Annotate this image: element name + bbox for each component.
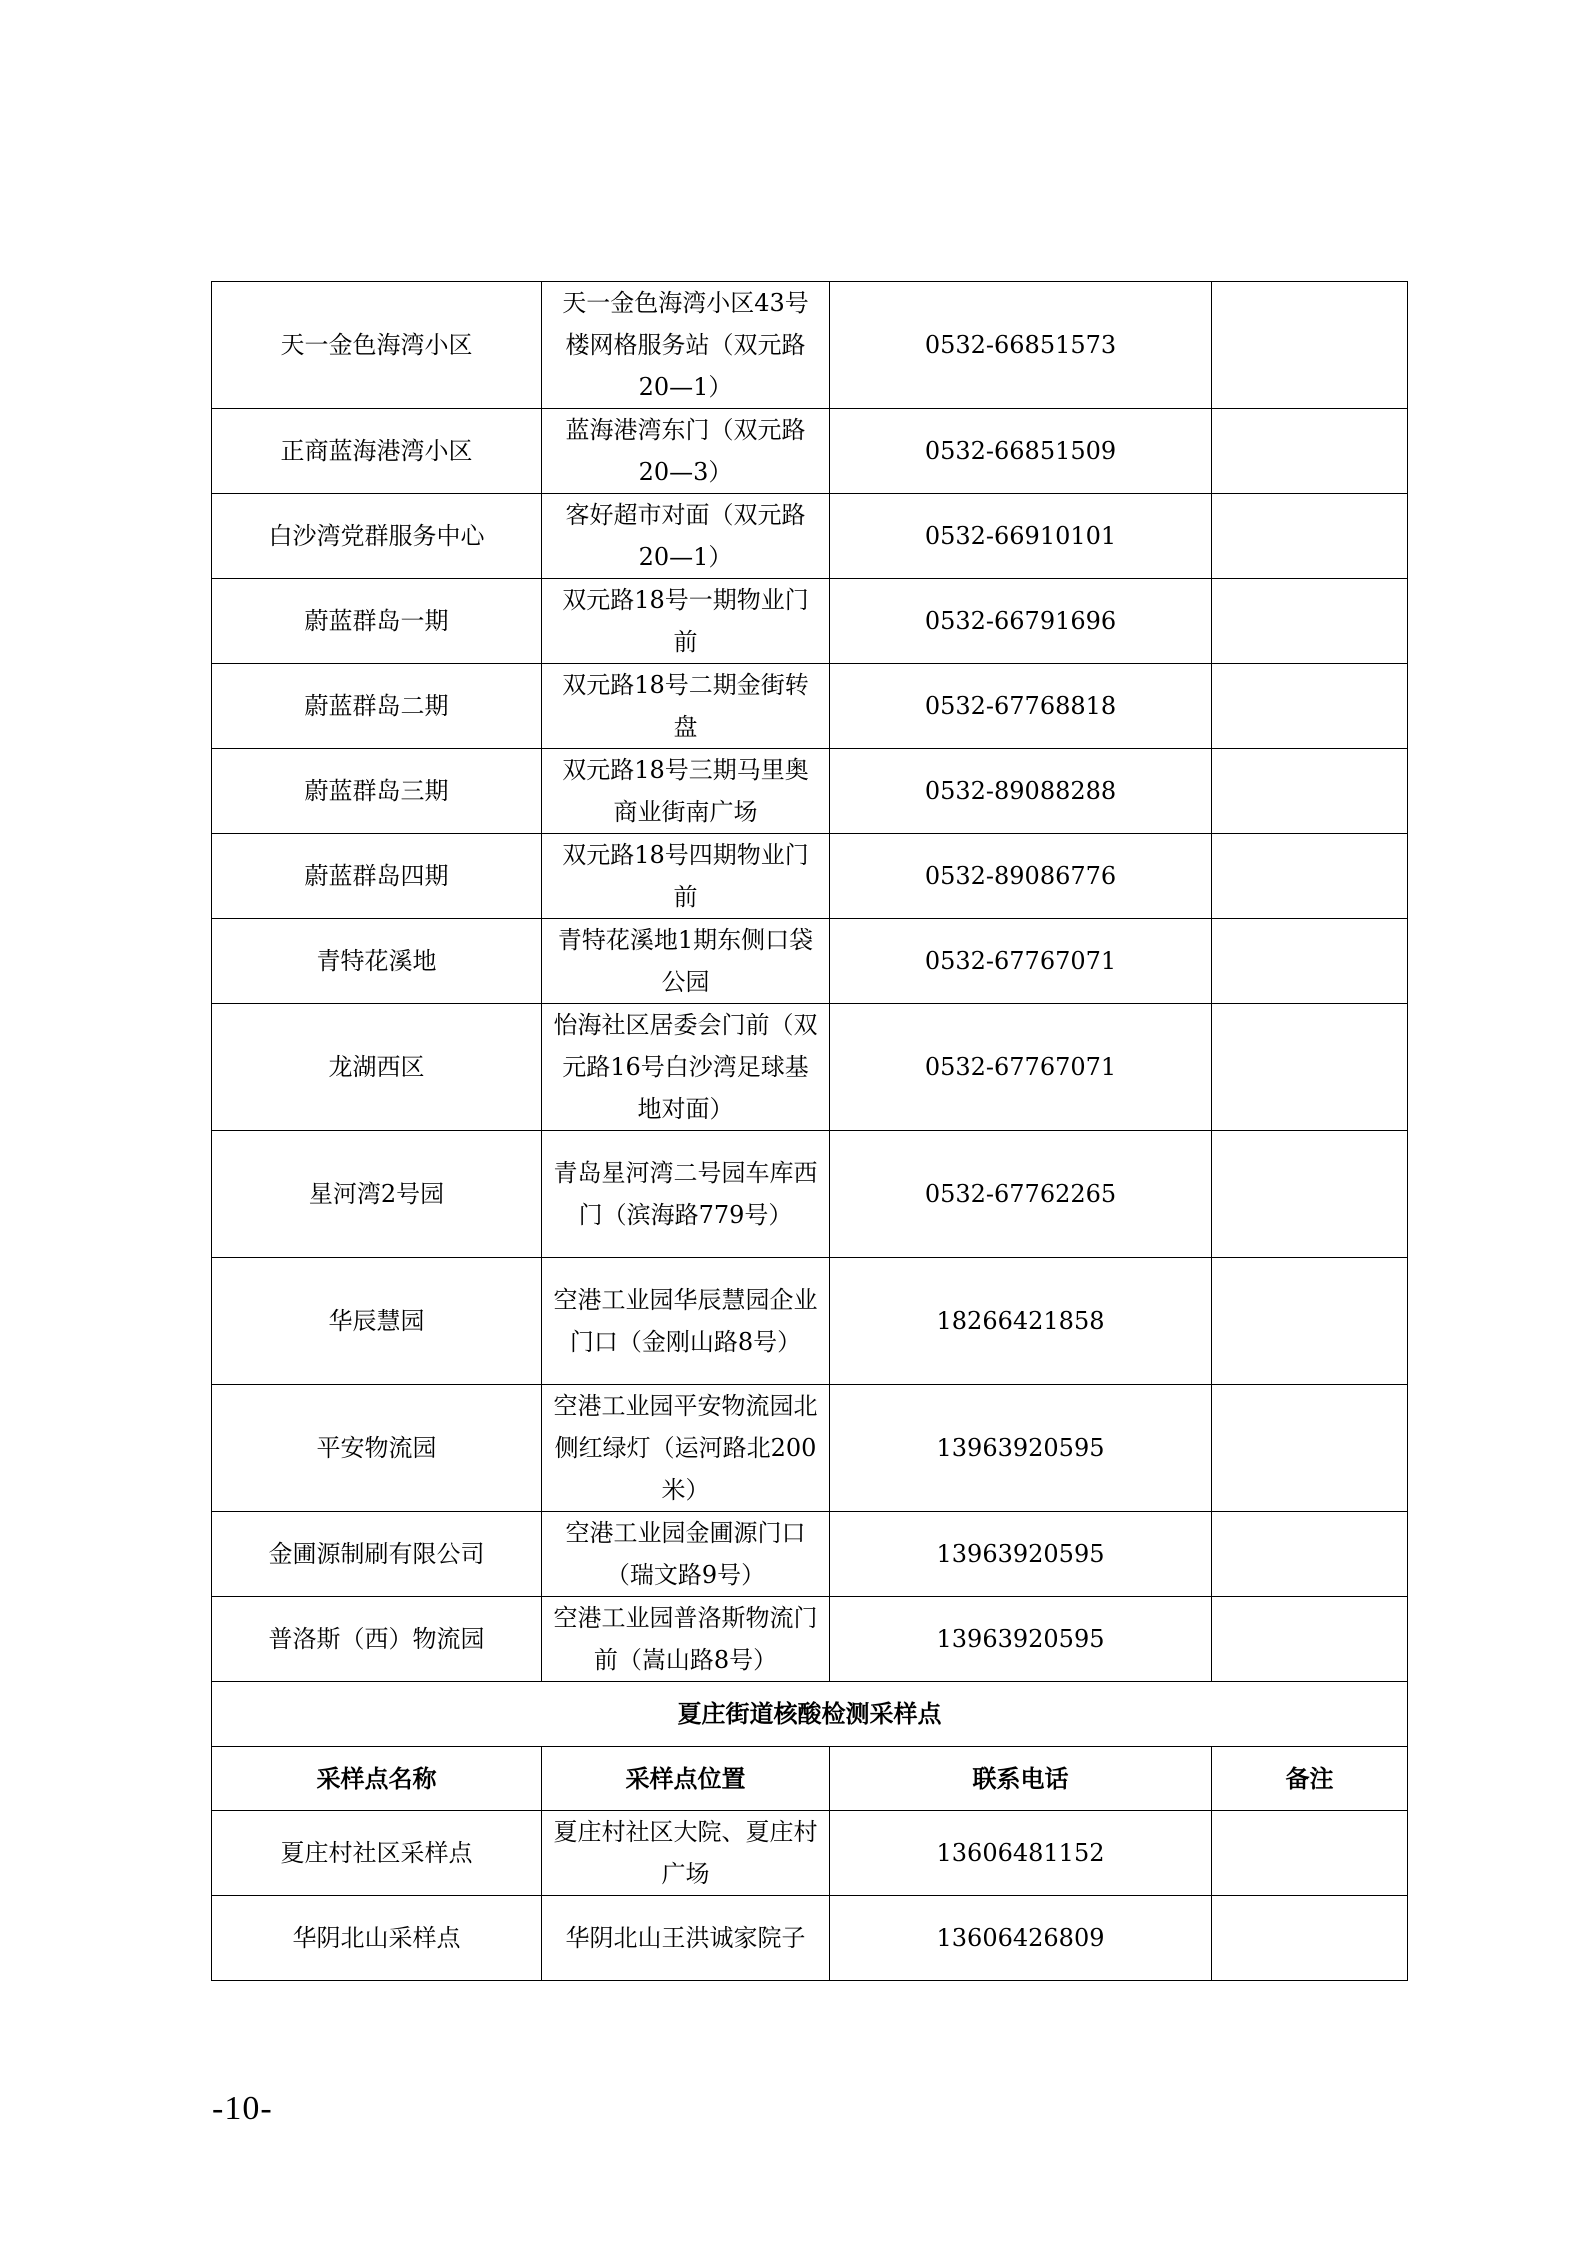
site-name: 蔚蓝群岛三期 [212,749,542,834]
site-location: 空港工业园平安物流园北侧红绿灯（运河路北200米） [542,1385,830,1512]
site-phone: 0532-67767071 [830,1004,1212,1131]
site-location: 夏庄村社区大院、夏庄村广场 [542,1811,830,1896]
site-note [1212,1385,1408,1512]
site-phone: 13963920595 [830,1512,1212,1597]
header-row [212,1747,1408,1811]
site-phone: 0532-66851573 [830,282,1212,409]
table-row [212,1258,1408,1385]
site-phone: 18266421858 [830,1258,1212,1385]
site-location: 青岛星河湾二号园车库西门（滨海路779号） [542,1131,830,1258]
site-name: 正商蓝海港湾小区 [212,409,542,494]
site-note [1212,919,1408,1004]
site-note [1212,749,1408,834]
site-note [1212,834,1408,919]
site-name: 蔚蓝群岛二期 [212,664,542,749]
site-phone: 13963920595 [830,1597,1212,1682]
header-location: 采样点位置 [542,1747,830,1811]
site-phone: 13963920595 [830,1385,1212,1512]
header-name: 采样点名称 [212,1747,542,1811]
table-row [212,749,1408,834]
site-note [1212,579,1408,664]
site-location: 客好超市对面（双元路20—1） [542,494,830,579]
table-row [212,1896,1408,1981]
site-note [1212,1896,1408,1981]
site-location: 天一金色海湾小区43号楼网格服务站（双元路20—1） [542,282,830,409]
table-row [212,664,1408,749]
site-name: 华辰慧园 [212,1258,542,1385]
page-number: -10- [212,2090,273,2127]
site-note [1212,1004,1408,1131]
table-row [212,834,1408,919]
site-name: 金圃源制刷有限公司 [212,1512,542,1597]
site-note [1212,1597,1408,1682]
table-row [212,1004,1408,1131]
site-name: 龙湖西区 [212,1004,542,1131]
table-row [212,1385,1408,1512]
table-row [212,494,1408,579]
section-title-row [212,1682,1408,1747]
site-note [1212,664,1408,749]
site-name: 普洛斯（西）物流园 [212,1597,542,1682]
site-phone: 13606481152 [830,1811,1212,1896]
site-note [1212,1811,1408,1896]
site-location: 华阴北山王洪诚家院子 [542,1896,830,1981]
table-row [212,282,1408,409]
site-name: 蔚蓝群岛一期 [212,579,542,664]
site-name: 星河湾2号园 [212,1131,542,1258]
header-phone: 联系电话 [830,1747,1212,1811]
site-location: 空港工业园金圃源门口（瑞文路9号） [542,1512,830,1597]
site-location: 蓝海港湾东门（双元路20—3） [542,409,830,494]
site-note [1212,494,1408,579]
site-location: 双元路18号四期物业门前 [542,834,830,919]
site-phone: 0532-66910101 [830,494,1212,579]
site-phone: 0532-89086776 [830,834,1212,919]
table-row [212,579,1408,664]
site-name: 天一金色海湾小区 [212,282,542,409]
site-location: 双元路18号二期金街转盘 [542,664,830,749]
site-name: 青特花溪地 [212,919,542,1004]
header-note: 备注 [1212,1747,1408,1811]
section-title: 夏庄街道核酸检测采样点 [212,1682,1408,1747]
site-name: 蔚蓝群岛四期 [212,834,542,919]
site-phone: 0532-67768818 [830,664,1212,749]
site-phone: 0532-89088288 [830,749,1212,834]
site-location: 空港工业园普洛斯物流门前（嵩山路8号） [542,1597,830,1682]
table-row [212,1597,1408,1682]
site-name: 白沙湾党群服务中心 [212,494,542,579]
site-name: 平安物流园 [212,1385,542,1512]
table-row [212,1512,1408,1597]
site-phone: 13606426809 [830,1896,1212,1981]
site-name: 华阴北山采样点 [212,1896,542,1981]
table-row [212,919,1408,1004]
site-phone: 0532-66791696 [830,579,1212,664]
site-phone: 0532-67767071 [830,919,1212,1004]
site-location: 双元路18号一期物业门前 [542,579,830,664]
site-phone: 0532-66851509 [830,409,1212,494]
site-name: 夏庄村社区采样点 [212,1811,542,1896]
site-note [1212,1258,1408,1385]
site-note [1212,1131,1408,1258]
site-location: 怡海社区居委会门前（双元路16号白沙湾足球基地对面） [542,1004,830,1131]
table-row [212,1811,1408,1896]
site-note [1212,1512,1408,1597]
site-location: 双元路18号三期马里奥商业街南广场 [542,749,830,834]
site-note [1212,282,1408,409]
sampling-sites-table [211,281,1408,1981]
site-location: 青特花溪地1期东侧口袋公园 [542,919,830,1004]
table-row [212,1131,1408,1258]
table-row [212,409,1408,494]
site-location: 空港工业园华辰慧园企业门口（金刚山路8号） [542,1258,830,1385]
site-phone: 0532-67762265 [830,1131,1212,1258]
site-note [1212,409,1408,494]
